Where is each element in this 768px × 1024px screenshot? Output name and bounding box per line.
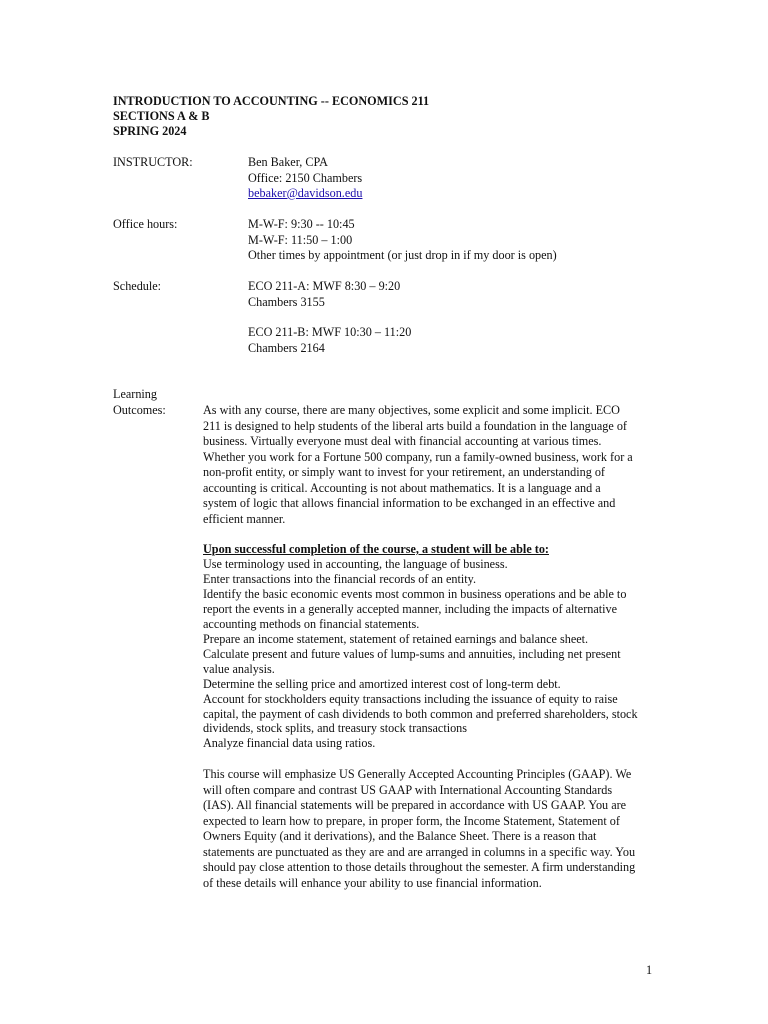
paragraph-line: system of logic that allows financial information to be exchanged in an effective and xyxy=(203,496,616,510)
office-hours-line: M-W-F: 11:50 – 1:00 xyxy=(248,233,353,247)
list-item: accounting methods on financial statements. xyxy=(203,616,420,631)
list-item: capital, the payment of cash dividends to both common and preferred shareholders, stock xyxy=(203,706,638,721)
schedule-section-a-room: Chambers 3155 xyxy=(248,295,325,309)
schedule-section-b-room: Chambers 2164 xyxy=(248,341,325,355)
course-title: INTRODUCTION TO ACCOUNTING -- ECONOMICS 211 xyxy=(113,94,430,108)
paragraph-line: accounting is critical. Accounting is not about mathematics. It is a language and a xyxy=(203,480,601,495)
learning-outcomes-label: Outcomes: xyxy=(113,403,166,417)
page-number: 1 xyxy=(646,963,653,977)
paragraph-line: expected to learn how to prepare, in proper form, the Income Statement, Statement of xyxy=(203,813,620,828)
list-item: Determine the selling price and amortized interest cost of long-term debt. xyxy=(203,676,561,691)
paragraph-line: business. Virtually everyone must deal with financial accounting at various times. xyxy=(203,434,602,448)
schedule-section-a-time: ECO 211-A: MWF 8:30 – 9:20 xyxy=(248,279,401,293)
schedule-section-b-time: ECO 211-B: MWF 10:30 – 11:20 xyxy=(248,325,412,339)
schedule-label: Schedule: xyxy=(113,279,162,293)
list-item: dividends, stock splits, and treasury stock transactions xyxy=(203,721,468,736)
list-item: Identify the basic economic events most common in business operations and be able to xyxy=(203,586,627,601)
instructor-label: INSTRUCTOR: xyxy=(113,155,193,169)
paragraph-line: of these details will enhance your ability to use financial information. xyxy=(203,875,542,890)
paragraph-line: As with any course, there are many objectives, some explicit and some implicit. ECO xyxy=(203,403,620,417)
course-term: SPRING 2024 xyxy=(113,124,187,138)
paragraph-line: 211 is designed to help students of the liberal arts build a foundation in the language of xyxy=(203,418,627,433)
gaap-paragraph xyxy=(203,767,658,891)
paragraph-line: efficient manner. xyxy=(203,511,286,526)
learning-outcomes-label: Learning xyxy=(113,387,157,401)
learning-outcomes-intro xyxy=(203,403,658,527)
list-item: Calculate present and future values of lump-sums and annuities, including net present xyxy=(203,646,621,661)
list-item: Use terminology used in accounting, the language of business. xyxy=(203,557,508,571)
paragraph-line: statements are punctuated as they are and are arranged in columns in a specific way. You xyxy=(203,844,636,859)
instructor-office: Office: 2150 Chambers xyxy=(248,171,363,185)
office-hours-label: Office hours: xyxy=(113,217,178,231)
paragraph-line: This course will emphasize US Generally Accepted Accounting Principles (GAAP). We xyxy=(203,767,632,781)
office-hours-line: M-W-F: 9:30 -- 10:45 xyxy=(248,217,355,231)
list-item: Enter transactions into the financial records of an entity. xyxy=(203,571,476,586)
instructor-name: Ben Baker, CPA xyxy=(248,155,328,169)
paragraph-line: non-profit entity, or simply want to invest for your retirement, an understanding of xyxy=(203,465,605,479)
outcomes-list-heading: Upon successful completion of the course, a student will be able to: xyxy=(203,542,549,556)
list-item: Account for stockholders equity transactions including the issuance of equity to raise xyxy=(203,691,618,706)
paragraph-line: will often compare and contrast US GAAP with International Accounting Standards xyxy=(203,782,613,797)
paragraph-line: Whether you work for a Fortune 500 company, run a family-owned business, work for a xyxy=(203,449,633,464)
paragraph-line: Owners Equity (and it derivations), and the Balance Sheet. There is a reason that xyxy=(203,829,597,843)
course-sections: SECTIONS A & B xyxy=(113,109,210,123)
list-item: report the events in a generally accepted manner, including the impacts of alternative xyxy=(203,601,618,616)
office-hours-line: Other times by appointment (or just drop in if my door is open) xyxy=(248,248,557,262)
list-item: Prepare an income statement, statement of retained earnings and balance sheet. xyxy=(203,631,589,646)
paragraph-line: (IAS). All financial statements will be prepared in accordance with US GAAP. You are xyxy=(203,798,627,812)
list-item: Analyze financial data using ratios. xyxy=(203,736,376,751)
list-item: value analysis. xyxy=(203,661,275,676)
paragraph-line: should pay close attention to those details throughout the semester. A firm understanding xyxy=(203,860,636,874)
instructor-email-link[interactable]: bebaker@davidson.edu xyxy=(248,186,363,200)
outcomes-list xyxy=(203,557,658,751)
